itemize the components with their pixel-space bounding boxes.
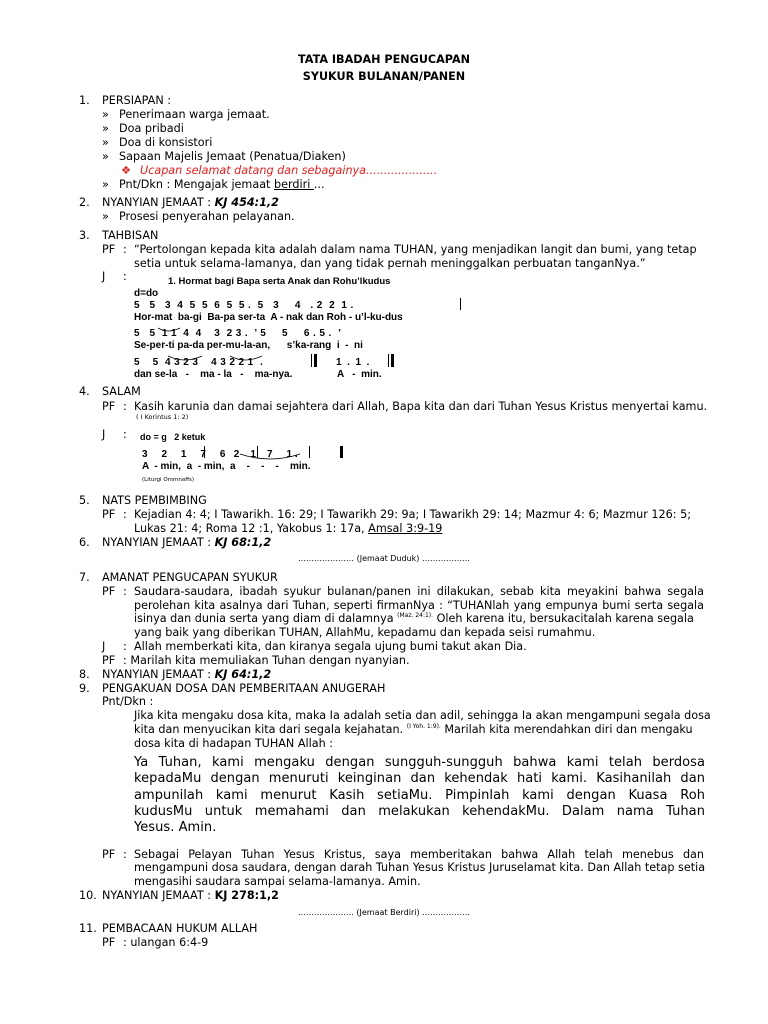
separator-note: ………………… (Jemaat Berdiri) ……………… <box>297 908 471 917</box>
bullet-icon: » <box>102 108 109 121</box>
pnt-instruction: Pnt/Dkn : Mengajak jemaat berdiri ... <box>119 178 325 191</box>
section-number: 3. <box>79 229 90 242</box>
paragraph-line: isinya dan dunia serta yang diam di dalamnya $^{(Maz. 24:1).}$ Oleh karena itu, bersukacitalah karena segala <box>134 612 694 625</box>
section-title: TAHBISAN <box>102 229 159 242</box>
j-label: J <box>102 640 106 653</box>
bullet-icon: » <box>102 210 109 223</box>
j-label: J <box>102 270 106 283</box>
pf-label: PF <box>102 243 116 256</box>
confession-line: kudusMu untuk memahami dan melakukan kehendakMu. Dalam nama Tuhan <box>134 804 705 819</box>
paragraph-line: kita dan menyucikan kita dari segala kejahatan. $^{(I Yoh. 1:9).}$ Marilah kita merendahkan diri dan mengaku <box>134 723 693 736</box>
separator-note: ………………… (Jemaat Duduk) ……………… <box>298 554 470 563</box>
section-number: 8. <box>79 668 90 681</box>
section-number: 7. <box>79 571 90 584</box>
section-number: 2. <box>79 196 90 209</box>
colon: : <box>123 400 127 413</box>
section-title: NATS PEMBIMBING <box>102 494 207 507</box>
song-ref: KJ 68:1,2 <box>214 536 272 549</box>
paragraph-line: mengasihi saudara sampai selama-lamanya. Amin. <box>134 875 421 888</box>
pf-label: PF <box>102 848 116 861</box>
lyric-line: dan se-la - ma - la - ma-nya. <box>134 369 293 380</box>
lyric-line: Hor-mat ba-gi Ba-pa ser-ta A - nak dan Roh - u’l-ku-dus <box>134 312 403 323</box>
list-item: Sapaan Majelis Jemaat (Penatua/Diaken) <box>119 150 346 163</box>
section-title: SALAM <box>102 385 141 398</box>
slur-marks <box>236 452 306 466</box>
bullet-icon: » <box>102 178 109 191</box>
response-text: Allah memberkati kita, dan kiranya segala ujung bumi takut akan Dia. <box>134 640 527 653</box>
list-item: Doa di konsistori <box>119 136 213 149</box>
barline <box>204 446 205 458</box>
list-item: Penerimaan warga jemaat. <box>119 108 270 121</box>
paragraph-line: perolehan kita asalnya dari Tuhan, seperti firmanNya : “TUHANlah yang empunya bumi serta segala <box>134 599 704 612</box>
song-ref: KJ 64:1,2 <box>214 668 272 681</box>
section-title: NYANYIAN JEMAAT : KJ 64:1,2 <box>102 668 272 681</box>
scripture-ref: ( I Korintus 1: 2) <box>136 413 189 421</box>
pf-label: PF <box>102 508 116 521</box>
bullet-icon: » <box>102 122 109 135</box>
music-credit: (Liturgi Ommnaffs) <box>142 477 195 483</box>
pf-label: PF <box>102 585 116 598</box>
colon: : <box>123 243 127 256</box>
diamond-icon: ❖ <box>121 164 132 177</box>
paragraph-line: dosa kita di hadapan TUHAN Allah : <box>134 737 333 750</box>
paragraph-line: Jika kita mengaku dosa kita, maka Ia adalah setia dan adil, sehingga Ia akan mengampuni segala dosa <box>134 709 711 722</box>
notation-line: 5 5 1 1 4 4 3 2 3 . ’ 5 5 6 . 5 . ’ <box>134 328 342 339</box>
section-number: 10. <box>79 889 97 902</box>
section-number: 4. <box>79 385 90 398</box>
greeting-text: Kasih karunia dan damai sejahtera dari Allah, Bapa kita dan dari Tuhan Yesus Kristus menyertai kamu. <box>134 400 708 413</box>
paragraph-line: setia untuk selama-lamanya, dan yang tidak pernah meninggalkan perbuatan tanganNya.” <box>134 257 646 270</box>
lyric-line: A - min, a - min, a - - - min. <box>142 461 311 472</box>
bullet-icon: » <box>102 150 109 163</box>
list-item: Prosesi penyerahan pelayanan. <box>119 210 295 223</box>
song-ref: KJ 454:1,2 <box>214 196 279 209</box>
colon: : <box>123 428 127 441</box>
section-title: NYANYIAN JEMAAT : KJ 454:1,2 <box>102 196 279 209</box>
paragraph-line: yang baik yang diberikan TUHAN, AllahMu, kepadamu dan kepada seisi rumahmu. <box>134 626 596 639</box>
section-title: PEMBACAAN HUKUM ALLAH <box>102 922 258 935</box>
paragraph-line: Sebagai Pelayan Tuhan Yesus Kristus, saya memberitakan bahwa Allah telah menebus dan <box>134 848 704 861</box>
scripture-list: Kejadian 4: 4; I Tawarikh. 16: 29; I Tawarikh 29: 9a; I Tawarikh 29: 14; Mazmur 4: 6; Mazmur 126: 5; <box>134 508 691 521</box>
reading-ref: : ulangan 6:4-9 <box>123 936 209 949</box>
document-title: TATA IBADAH PENGUCAPAN <box>298 53 470 66</box>
paragraph-line: “Pertolongan kepada kita adalah dalam nama TUHAN, yang menjadikan langit dan bumi, yang tetap <box>134 243 697 256</box>
bullet-icon: » <box>102 136 109 149</box>
pf-label: PF <box>102 400 116 413</box>
slur-marks <box>130 318 430 373</box>
notation-line: 5 5 3 4 5 5 6 5 5 . 5 3 4 . 2 2 1 . <box>134 300 354 311</box>
confession-line: kepadaMu dengan menuruti keinginan dan kehendak hati kami. Kasihanilah dan <box>134 771 705 786</box>
pf-label: PF <box>102 654 116 667</box>
colon: : <box>123 585 127 598</box>
section-number: 6. <box>79 536 90 549</box>
document-subtitle: SYUKUR BULANAN/PANEN <box>302 70 466 83</box>
confession-line: Yesus. Amin. <box>134 820 217 835</box>
colon: : <box>123 848 127 861</box>
section-title: PERSIAPAN : <box>102 94 172 107</box>
notation-line: 5 5 4 3 2 3 4 3 2 2 1 . <box>134 357 264 368</box>
list-item: Doa pribadi <box>119 122 184 135</box>
notation-line: 3 2 1 7 6 2 1 7 1 . <box>142 449 298 460</box>
section-title: NYANYIAN JEMAAT : KJ 68:1,2 <box>102 536 272 549</box>
section-title: NYANYIAN JEMAAT : KJ 278:1,2 <box>102 889 279 902</box>
confession-line: ampunilah kami menurut Kasih setiaMu. Pimpinlah kami dengan Kuasa Roh <box>134 788 705 803</box>
barline <box>309 446 310 458</box>
invitation-text: : Marilah kita memuliakan Tuhan dengan nyanyian. <box>123 654 410 667</box>
pf-label: PF <box>102 936 116 949</box>
hymn-title: 1. Hormat bagi Bapa serta Anak dan Rohu’lkudus <box>168 276 391 287</box>
confession-line: Ya Tuhan, kami mengaku dengan sungguh-sungguh bahwa kami telah berdosa <box>134 755 705 770</box>
notation-line: 1 . 1 . <box>336 357 370 368</box>
section-number: 11. <box>79 922 97 935</box>
paragraph-line: Saudara-saudara, ibadah syukur bulanan/panen ini dilakukan, sebab kita meyakini bahwa segala <box>134 585 704 598</box>
key-signature: d=do <box>134 288 159 299</box>
colon: : <box>123 508 127 521</box>
song-ref: KJ 278:1,2 <box>214 889 279 902</box>
scripture-list: Lukas 21: 4; Roma 12 :1, Yakobus 1: 17a, Amsal 3:9-19 <box>134 522 443 535</box>
pnt-label: Pnt/Dkn : <box>102 695 154 708</box>
key-signature: do = g 2 ketuk <box>140 432 206 442</box>
barline <box>340 446 343 458</box>
colon: : <box>123 270 127 283</box>
barline <box>460 298 461 310</box>
colon: : <box>123 640 127 653</box>
section-title: AMANAT PENGUCAPAN SYUKUR <box>102 571 278 584</box>
lyric-line: Se-per-ti pa-da per-mu-la-an, s’ka-rang i - ni <box>134 340 363 351</box>
section-number: 1. <box>79 94 90 107</box>
section-number: 5. <box>79 494 90 507</box>
lyric-line: A - min. <box>337 369 382 380</box>
section-number: 9. <box>79 682 90 695</box>
section-title: PENGAKUAN DOSA DAN PEMBERITAAN ANUGERAH <box>102 682 386 695</box>
j-label: J <box>102 428 106 441</box>
welcome-note: Ucapan selamat datang dan sebagainya.................... <box>140 164 438 177</box>
paragraph-line: mengampuni dosa saudara, dengan darah Tuhan Yesus Kristus Juruselamat kita. Dan Allah tetap setia <box>134 861 706 874</box>
